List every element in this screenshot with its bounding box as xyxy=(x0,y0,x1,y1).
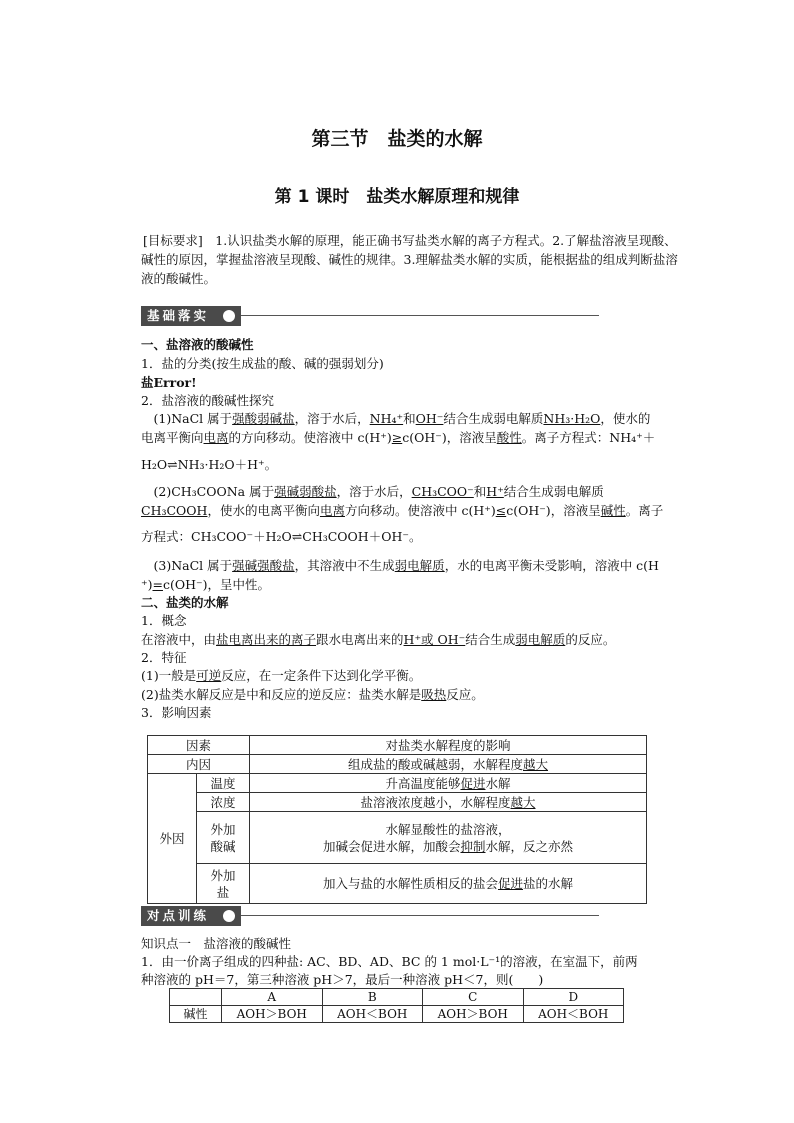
table-row xyxy=(148,755,647,774)
table-cell: 浓度 xyxy=(197,793,250,812)
table-cell: 内因 xyxy=(148,755,250,774)
text-line xyxy=(254,838,642,855)
blank-answer: H⁺ xyxy=(486,484,504,499)
text-span: ，使水的电离平衡向 xyxy=(207,503,320,518)
text-span: 和 xyxy=(403,411,416,426)
text-span: 的方向移动。使溶液中 c(H⁺) xyxy=(228,430,392,445)
heading-salt-acidity: 一、盐溶液的酸碱性 xyxy=(141,337,254,352)
text-span: 的反应。 xyxy=(565,632,616,647)
definition xyxy=(141,630,686,649)
text-span: 盐溶液浓度越小，水解程度 xyxy=(360,794,511,810)
blank-answer: 酸性 xyxy=(496,430,522,445)
text-span: 升高温度能够 xyxy=(385,775,461,791)
blank-answer: NH₄⁺ xyxy=(369,411,404,426)
item-influencing-factors: 3．影响因素 xyxy=(141,705,212,720)
heading-hydrolysis: 二、盐类的水解 xyxy=(141,595,229,610)
equation-nh4: H₂O⇌NH₃·H₂O＋H⁺。 xyxy=(141,457,278,472)
table-cell xyxy=(250,812,647,864)
table-header-cell: 对盐类水解程度的影响 xyxy=(250,736,647,755)
blank-answer: H⁺或 OH⁻ xyxy=(403,632,466,647)
banner-dot-icon xyxy=(223,310,235,322)
item-acidity-exploration: 2．盐溶液的酸碱性探究 xyxy=(141,393,274,408)
objectives-text: 1.认识盐类水解的原理，能正确书写盐类水解的离子方程式。2.了解盐溶液呈现酸、碱性的原因，掌握盐溶液呈现酸、碱性的规律。3.理解盐类水解的实质，能根据盐的组成判断盐溶液的酸碱性。 xyxy=(141,233,678,286)
blank-answer: 盐电离出来的离子 xyxy=(216,632,317,647)
text-span: ，溶于水后， xyxy=(294,411,370,426)
blank-answer: 促进 xyxy=(497,876,523,891)
table-header-cell: B xyxy=(322,989,423,1006)
table-row xyxy=(148,736,647,755)
blank-answer: ≤ xyxy=(495,503,507,518)
text-span: ，其溶液中不生成 xyxy=(294,558,395,573)
section-title: 第三节 盐类的水解 xyxy=(311,128,483,150)
table-row xyxy=(170,989,624,1006)
blank-answer: CH₃COOH xyxy=(141,503,208,518)
blank-answer: = xyxy=(152,577,163,592)
text-span: 结合生成弱电解质 xyxy=(443,411,544,426)
blank-answer: 强酸弱碱盐 xyxy=(232,411,295,426)
text-span: 盐 xyxy=(216,884,230,900)
question-1-line-2: 种溶液的 pH＝7，第三种溶液 pH＞7，最后一种溶液 pH＜7，则( ) xyxy=(141,972,544,987)
objectives-label: [目标要求] xyxy=(143,233,203,248)
blank-answer: 促进 xyxy=(460,775,486,791)
text-span: 外加 xyxy=(210,821,236,837)
table-row xyxy=(148,812,647,864)
banner-practice-label: 对点训练 xyxy=(141,906,241,926)
text-span: ，溶于水后， xyxy=(336,484,412,499)
text-span: 方向移动。使溶液中 c(H⁺) xyxy=(344,503,496,518)
blank-answer: 越大 xyxy=(510,794,536,810)
blank-answer: 碱性 xyxy=(600,503,626,518)
text-span: 水解 xyxy=(485,775,511,791)
table-cell: 温度 xyxy=(197,774,250,793)
blank-answer: 吸热 xyxy=(421,687,447,702)
text-span: 水解，反之亦然 xyxy=(485,838,574,854)
text-span: 加碱会促进水解，加酸会 xyxy=(322,838,461,854)
blank-answer: 越大 xyxy=(523,756,549,772)
table-row xyxy=(148,774,647,793)
blank-answer: 弱电解质 xyxy=(394,558,445,573)
table-cell: 外因 xyxy=(148,774,197,904)
lesson-title: 第 1 课时 盐类水解原理和规律 xyxy=(274,187,520,207)
text-span: 加入与盐的水解性质相反的盐会 xyxy=(322,876,498,891)
table-cell xyxy=(250,864,647,904)
error-text: 盐Error! xyxy=(141,375,197,390)
table-row xyxy=(148,864,647,904)
text-span: ⁺) xyxy=(141,577,153,592)
text-span: c(OH⁻)，溶液呈 xyxy=(506,503,601,518)
text-span: 。离子方程式：NH₄⁺＋ xyxy=(521,430,656,445)
learning-objectives xyxy=(141,231,681,288)
text-span: (2)CH₃COONa 属于 xyxy=(153,484,275,499)
equation-ch3coo: 方程式：CH₃COO⁻＋H₂O⇌CH₃COOH＋OH⁻。 xyxy=(141,529,422,544)
blank-answer: NH₃·H₂O xyxy=(543,411,601,426)
text-span: 结合生成 xyxy=(465,632,516,647)
text-span: 盐的水解 xyxy=(523,876,574,891)
text-span: (1)一般是 xyxy=(141,668,197,683)
text-span: 反应，在一定条件下达到化学平衡。 xyxy=(221,668,422,683)
text-span: 和 xyxy=(473,484,487,499)
paragraph-ch3coona-2 xyxy=(141,501,686,520)
table-cell: AOH＜BOH xyxy=(322,1006,423,1023)
banner-dot-icon xyxy=(223,910,235,922)
table-header-cell: C xyxy=(423,989,524,1006)
paragraph-nh4cl-1 xyxy=(141,409,686,428)
feature-2 xyxy=(141,685,686,704)
item-features: 2．特征 xyxy=(141,650,187,665)
text-span: 水解显酸性的盐溶液， xyxy=(385,821,511,837)
paragraph-nh4cl-2 xyxy=(141,428,686,447)
factors-table xyxy=(147,735,647,904)
table-cell xyxy=(250,774,647,793)
table-header-cell: D xyxy=(523,989,624,1006)
blank-answer: 强碱弱酸盐 xyxy=(274,484,337,499)
table-cell: AOH＞BOH xyxy=(222,1006,323,1023)
blank-answer: 抑制 xyxy=(460,838,486,854)
table-header-cell xyxy=(170,989,222,1006)
table-cell xyxy=(250,755,647,774)
paragraph-nacl-1 xyxy=(141,556,686,575)
table-cell xyxy=(197,812,250,864)
text-span: 酸碱 xyxy=(210,838,236,854)
banner-rule xyxy=(241,315,599,316)
answer-options-table xyxy=(169,988,624,1023)
paragraph-nacl-2 xyxy=(141,575,686,594)
text-span: 外加 xyxy=(210,867,236,883)
table-cell: AOH＜BOH xyxy=(523,1006,624,1023)
table-row xyxy=(170,1006,624,1023)
text-span: 反应。 xyxy=(446,687,484,702)
text-span: 结合生成弱电解质 xyxy=(503,484,604,499)
blank-answer: 电离 xyxy=(319,503,345,518)
table-cell xyxy=(197,864,250,904)
question-1-line-1: 1．由一价离子组成的四种盐: AC、BD、AD、BC 的 1 mol·L⁻¹的溶液，在室温下，前两 xyxy=(141,954,638,969)
knowledge-point-heading: 知识点一 盐溶液的酸碱性 xyxy=(141,936,292,951)
text-span: 电离平衡向 xyxy=(141,430,204,445)
text-span: 在溶液中，由 xyxy=(141,632,217,647)
table-header-cell: A xyxy=(222,989,323,1006)
text-span: c(OH⁻)，呈中性。 xyxy=(162,577,270,592)
banner-rule xyxy=(241,915,599,916)
text-span: (2)盐类水解反应是中和反应的逆反应：盐类水解是 xyxy=(141,687,422,702)
text-span: c(OH⁻)，溶液呈 xyxy=(402,430,497,445)
banner-basics-label: 基础落实 xyxy=(141,306,241,326)
blank-answer: 强碱强酸盐 xyxy=(232,558,295,573)
text-span: (1)NaCl 属于 xyxy=(153,411,233,426)
text-span: 。离子 xyxy=(625,503,664,518)
table-row xyxy=(148,793,647,812)
text-span: 组成盐的酸或碱越弱，水解程度 xyxy=(347,756,523,772)
text-span: 跟水电离出来的 xyxy=(316,632,404,647)
text-span: (3)NaCl 属于 xyxy=(153,558,233,573)
blank-answer: OH⁻ xyxy=(415,411,444,426)
blank-answer: ≥ xyxy=(391,430,403,445)
blank-answer: 弱电解质 xyxy=(515,632,566,647)
blank-answer: 电离 xyxy=(203,430,229,445)
item-concept: 1．概念 xyxy=(141,613,187,628)
blank-answer: 可逆 xyxy=(196,668,222,683)
feature-1 xyxy=(141,666,686,685)
paragraph-ch3coona-1 xyxy=(141,482,686,501)
table-header-cell: 因素 xyxy=(148,736,250,755)
table-cell xyxy=(250,793,647,812)
blank-answer: CH₃COO⁻ xyxy=(411,484,474,499)
table-cell: AOH＞BOH xyxy=(423,1006,524,1023)
table-cell: 碱性 xyxy=(170,1006,222,1023)
item-salt-classification: 1．盐的分类(按生成盐的酸、碱的强弱划分) xyxy=(141,356,384,371)
text-span: ，水的电离平衡未受影响，溶液中 c(H xyxy=(444,558,659,573)
text-span: ，使水的 xyxy=(600,411,651,426)
